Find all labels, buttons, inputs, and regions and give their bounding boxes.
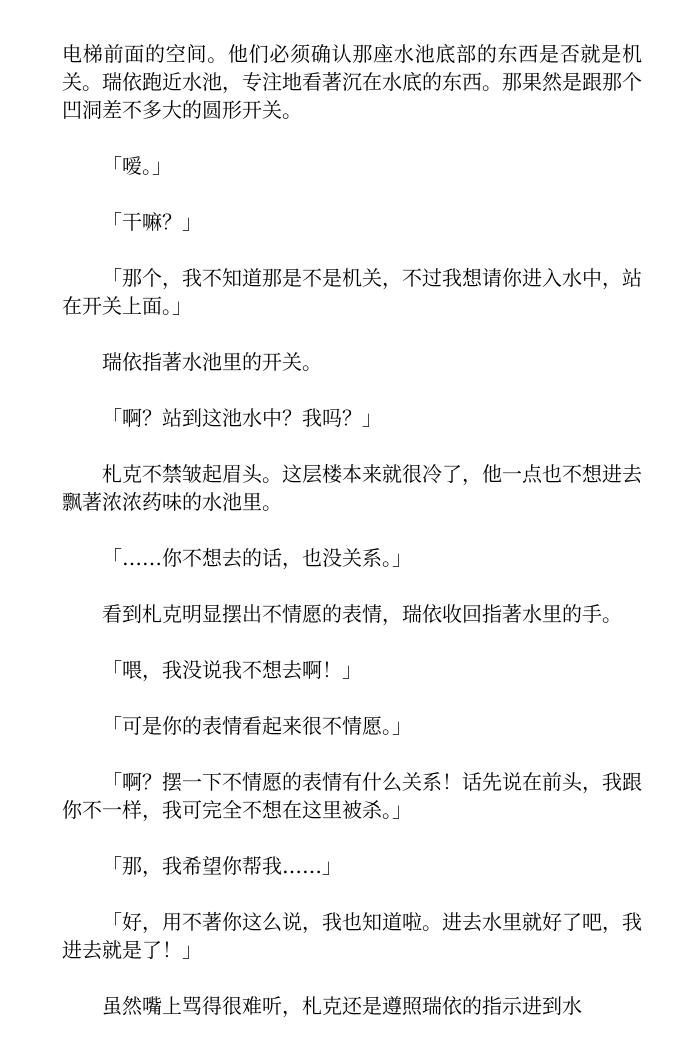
- paragraph: 「那个，我不知道那是不是机关，不过我想请你进入水中，站在开关上面。」: [62, 266, 642, 318]
- paragraph: 「那，我希望你帮我……」: [102, 854, 342, 878]
- paragraph: 「干嘛？」: [102, 210, 202, 234]
- document-page: [62, 40, 642, 1048]
- paragraph: 瑞依指著水池里的开关。: [102, 350, 322, 374]
- paragraph: 「喂，我没说我不想去啊！」: [102, 658, 362, 682]
- paragraph: 「啊？站到这池水中？我吗？」: [102, 406, 382, 430]
- paragraph: 电梯前面的空间。他们必须确认那座水池底部的东西是否就是机关。瑞依跑近水池，专注地看著沉在水底的东西。那果然是跟那个凹洞差不多大的圆形开关。: [62, 42, 642, 122]
- paragraph: 「嗳。」: [102, 154, 172, 178]
- paragraph: 「……你不想去的话，也没关系。」: [102, 546, 412, 570]
- paragraph: 看到札克明显摆出不情愿的表情，瑞依收回指著水里的手。: [102, 602, 622, 626]
- paragraph: 虽然嘴上骂得很难听，札克还是遵照瑞依的指示进到水: [102, 994, 582, 1018]
- paragraph: 「啊？摆一下不情愿的表情有什么关系！话先说在前头，我跟你不一样，我可完全不想在这里被杀。」: [62, 770, 642, 822]
- paragraph: 札克不禁皱起眉头。这层楼本来就很冷了，他一点也不想进去飘著浓浓药味的水池里。: [62, 462, 642, 514]
- paragraph: 「可是你的表情看起来很不情愿。」: [102, 714, 412, 738]
- paragraph: 「好，用不著你这么说，我也知道啦。进去水里就好了吧，我进去就是了！」: [62, 910, 642, 962]
